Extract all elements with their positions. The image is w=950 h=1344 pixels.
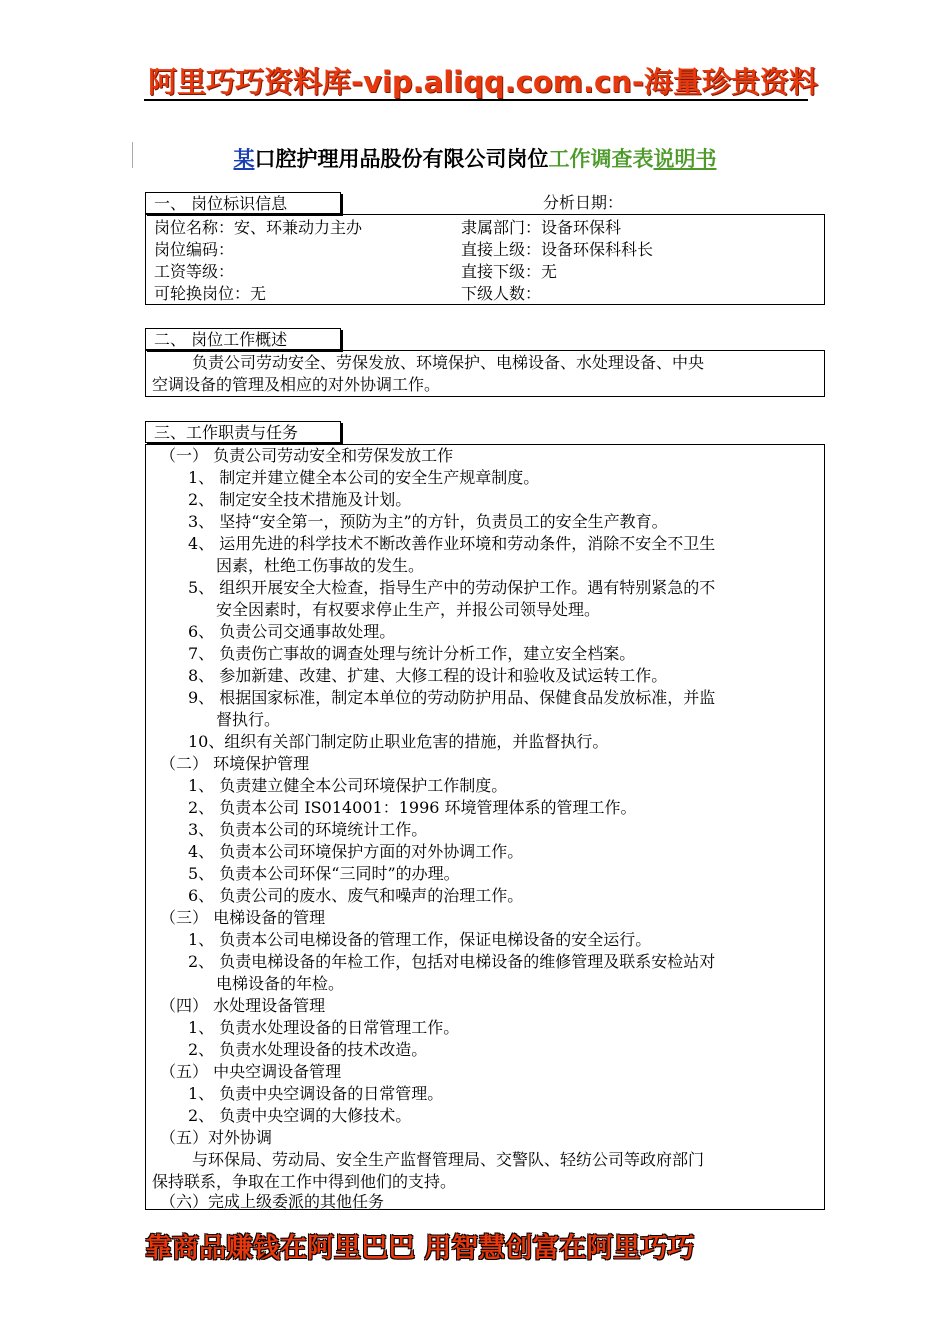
duty-item: 3、 负责本公司的环境统计工作。	[188, 820, 428, 839]
summary-line: 空调设备的管理及相应的对外协调工作。	[152, 375, 441, 394]
duty-item-continued: 电梯设备的年检。	[216, 974, 345, 993]
duty-item: 5、 组织开展安全大检查，指导生产中的劳动保护工作。遇有特别紧急的不	[188, 578, 716, 597]
duty-paragraph: 与环保局、劳动局、安全生产监督管理局、交警队、轻纺公司等政府部门	[192, 1150, 705, 1169]
salary-grade: 工资等级：	[154, 262, 235, 281]
duty-item: 1、 负责水处理设备的日常管理工作。	[188, 1018, 460, 1037]
duty-group-heading: （二） 环境保护管理	[160, 754, 310, 773]
duty-group-heading: （六）完成上级委派的其他任务	[160, 1192, 385, 1211]
duty-item: 8、 参加新建、改建、扩建、大修工程的设计和验收及试运转工作。	[188, 666, 668, 685]
direct-subordinate: 直接下级：无	[461, 262, 558, 281]
bottom-banner: 靠商品赚钱在阿里巴巴 用智慧创富在阿里巧巧	[145, 1233, 695, 1264]
post-name: 岗位名称：安、环兼动力主办	[154, 218, 363, 237]
duty-item: 6、 负责公司的废水、废气和噪声的治理工作。	[188, 886, 524, 905]
title-part-b: 口腔护理用品股份有限公司岗位	[254, 146, 549, 171]
section2-box	[145, 350, 825, 397]
subordinate-count: 下级人数：	[461, 284, 542, 303]
duty-item-continued: 安全因素时，有权要求停止生产，并报公司领导处理。	[216, 600, 601, 619]
duty-group-heading: （五） 中央空调设备管理	[160, 1062, 342, 1081]
duty-item: 1、 制定并建立健全本公司的安全生产规章制度。	[188, 468, 540, 487]
title-part-c: 工作调查表	[548, 146, 654, 171]
section1-heading: 一、 岗位标识信息	[145, 192, 341, 214]
section3-heading: 三、工作职责与任务	[145, 421, 341, 443]
duty-item: 4、 运用先进的科学技术不断改善作业环境和劳动条件，消除不安全不卫生	[188, 534, 716, 553]
duty-group-heading: （四） 水处理设备管理	[160, 996, 326, 1015]
duty-item: 1、 负责建立健全本公司环境保护工作制度。	[188, 776, 508, 795]
duty-item: 7、 负责伤亡事故的调查处理与统计分析工作，建立安全档案。	[188, 644, 636, 663]
rotatable-post: 可轮换岗位：无	[154, 284, 267, 303]
duty-item: 1、 负责本公司电梯设备的管理工作，保证电梯设备的安全运行。	[188, 930, 652, 949]
section3-box	[145, 444, 825, 1210]
duty-item: 6、 负责公司交通事故处理。	[188, 622, 396, 641]
duty-group-heading: （五）对外协调	[160, 1128, 273, 1147]
analysis-date-label: 分析日期：	[543, 193, 624, 212]
duty-group-heading: （三） 电梯设备的管理	[160, 908, 326, 927]
duty-item: 2、 负责中央空调的大修技术。	[188, 1106, 412, 1125]
section2-heading: 二、 岗位工作概述	[145, 328, 341, 350]
summary-line: 负责公司劳动安全、劳保发放、环境保护、电梯设备、水处理设备、中央	[192, 353, 705, 372]
top-banner: 阿里巧巧资料库-vip.aliqq.com.cn-海量珍贵资料	[148, 65, 818, 99]
banner-underline	[144, 99, 808, 101]
direct-superior: 直接上级：设备环保科科长	[461, 240, 654, 259]
duty-item: 1、 负责中央空调设备的日常管理。	[188, 1084, 444, 1103]
document-title	[0, 144, 950, 174]
duty-item-continued: 督执行。	[216, 710, 281, 729]
duty-item: 2、 负责本公司 IS014001：1996 环境管理体系的管理工作。	[188, 798, 637, 817]
post-code: 岗位编码：	[154, 240, 235, 259]
duty-group-heading: （一） 负责公司劳动安全和劳保发放工作	[160, 446, 454, 465]
duty-item: 2、 制定安全技术措施及计划。	[188, 490, 412, 509]
department: 隶属部门：设备环保科	[461, 218, 622, 237]
duty-paragraph: 保持联系，争取在工作中得到他们的支持。	[152, 1172, 457, 1191]
duty-item: 4、 负责本公司环境保护方面的对外协调工作。	[188, 842, 524, 861]
duty-item: 2、 负责水处理设备的技术改造。	[188, 1040, 428, 1059]
duty-item: 10、组织有关部门制定防止职业危害的措施，并监督执行。	[188, 732, 609, 751]
duty-item: 5、 负责本公司环保“三同时”的办理。	[188, 864, 460, 883]
duty-item-continued: 因素，杜绝工伤事故的发生。	[216, 556, 425, 575]
title-part-a: 某	[233, 146, 255, 171]
duty-item: 3、 坚持“安全第一，预防为主”的方针，负责员工的安全生产教育。	[188, 512, 668, 531]
duty-item: 9、 根据国家标准，制定本单位的劳动防护用品、保健食品发放标准，并监	[188, 688, 716, 707]
title-part-d: 说明书	[653, 146, 717, 171]
duty-item: 2、 负责电梯设备的年检工作，包括对电梯设备的维修管理及联系安检站对	[188, 952, 716, 971]
section1-box	[145, 214, 825, 305]
